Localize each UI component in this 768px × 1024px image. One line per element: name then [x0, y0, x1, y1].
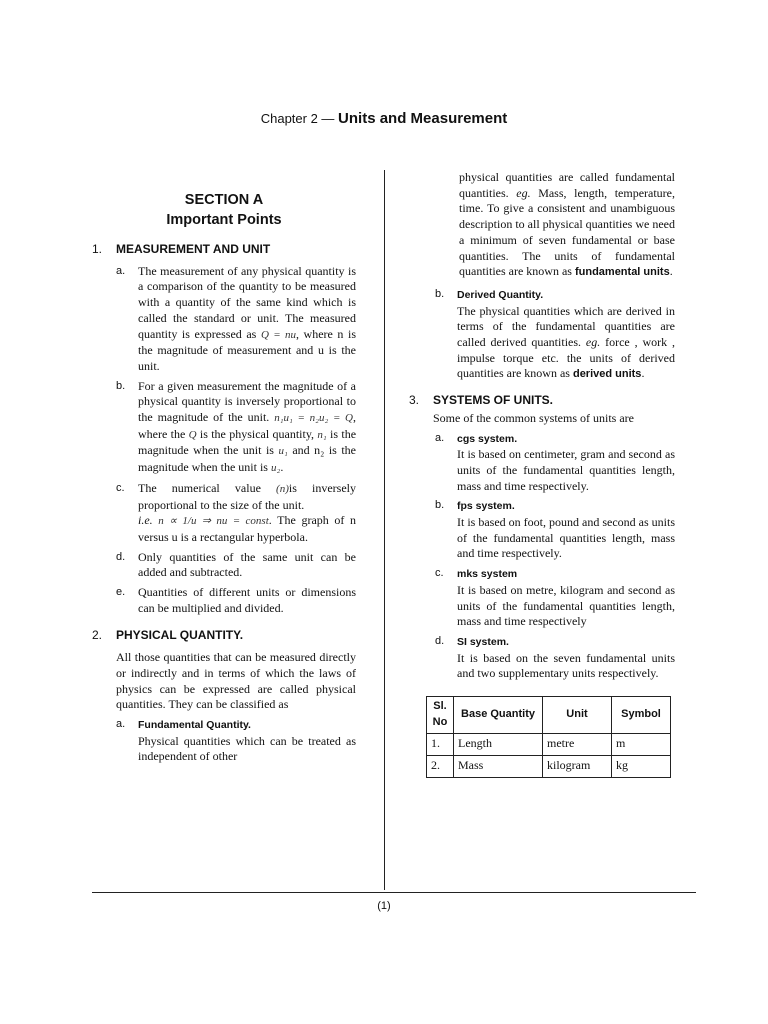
point-1e: e. Quantities of different units or dimensions can be multiplied and divided. — [116, 585, 356, 615]
section-subtitle: Important Points — [166, 212, 282, 228]
heading-systems-of-units: 3. SYSTEMS OF UNITS. — [409, 393, 554, 408]
table-header: Unit — [543, 697, 612, 733]
point-2a: a. Fundamental Quantity. Physical quantities which can be treated as independent of other — [116, 717, 356, 764]
table-row: 1. Length metre m — [427, 733, 671, 755]
table-row: 2. Mass kilogram kg — [427, 755, 671, 777]
point-2a-continued: physical quantities are called fundamental quantities. eg. Mass, length, temperature, time. To give a consistent and unambiguous description to all physical quantities we need a minimum of seven fundamental or base quantities. The units of fundamental quantities are known as fundamental units. — [459, 170, 675, 279]
point-1a: a. The measurement of any physical quantity is a comparison of the quantity to be measured with a quantity of the same kind which is called the standard or unit. The measured quantity is expressed as Q = nu, where n is the magnitude of measurement and u is the unit. — [116, 263, 356, 373]
chapter-label: Chapter 2 — — [260, 111, 335, 126]
right-column — [409, 170, 675, 778]
section-title: SECTION A — [184, 192, 264, 208]
system-mks: c. mks system It is based on metre, kilogram and second as units of the fundamental quantities length, mass and time respectively — [435, 567, 675, 629]
section-heading — [92, 190, 356, 230]
point-1b: b. For a given measurement the magnitude of a physical quantity is inversely proportional to the magnitude of the unit. n₁u₁ = n₂u₂ = Q, where the Q is the physical quantity, n₁ is the magnitude when the unit is u₁ and n₂ is the magnitude when the unit is u₂. — [116, 378, 357, 475]
system-cgs: a. cgs system. It is based on centimeter, gram and second as units of the fundamental quantities length, mass and time respectively. — [435, 431, 675, 493]
table-header: Base Quantity — [454, 697, 543, 733]
heading-physical-quantity: 2. PHYSICAL QUANTITY. — [92, 628, 244, 643]
footer-rule — [92, 892, 696, 893]
system-fps: b. fps system. It is based on foot, pound and second as units of the fundamental quantities length, mass and time respectively. — [435, 499, 675, 561]
formula: n ∝ 1/u ⇒ nu = const — [158, 515, 269, 528]
column-divider — [384, 170, 385, 890]
heading-measurement-unit: 1. MEASUREMENT AND UNIT — [92, 242, 271, 256]
table-header: Sl. No — [427, 697, 454, 733]
systems-intro: Some of the common systems of units are — [433, 410, 634, 425]
si-units-table — [426, 696, 671, 777]
physical-quantity-intro: All those quantities that can be measured directly or indirectly and in terms of which the laws of physics can be expressed are called physical quantities. They can be classified as — [116, 650, 356, 712]
point-1d: d. Only quantities of the same unit can be added and subtracted. — [116, 549, 356, 580]
formula: n₁u₁ = n₂u₂ = Q — [274, 412, 353, 425]
point-1c: c. The numerical value (n)is inversely proportional to the size of the unit. i.e. n ∝ 1/u ⇒ nu = const. The graph of n versus u is a rectangular hyperbola. — [116, 480, 357, 544]
page-header — [0, 110, 768, 127]
page-number: (1) — [377, 900, 391, 912]
left-column — [92, 170, 356, 765]
system-si: d. SI system. It is based on the seven fundamental units and two supplementary units respectively. — [435, 634, 675, 681]
formula: Q = nu — [260, 328, 296, 341]
chapter-title: Units and Measurement — [338, 110, 508, 127]
table-header-row — [427, 697, 671, 733]
point-2b: b. Derived Quantity. The physical quantities which are derived in terms of the fundamental quantities are called derived quantities. eg. force , work , impulse torque etc. the units of derived quantities are known as derived units. — [435, 287, 676, 381]
table-header: Symbol — [612, 697, 671, 733]
